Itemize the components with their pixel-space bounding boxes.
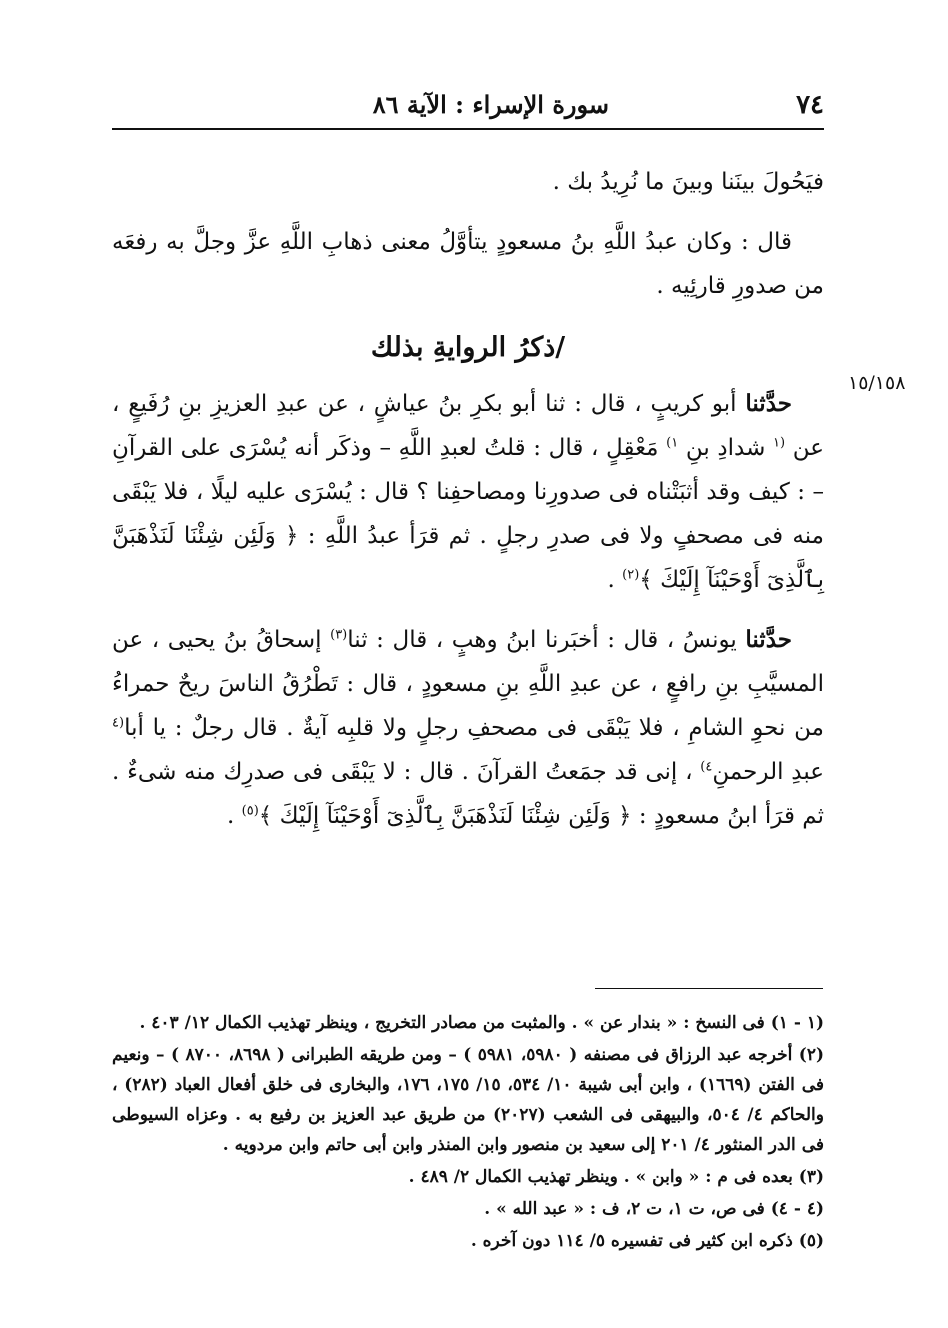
page-number: ٧٤	[796, 90, 824, 120]
header-rule	[112, 128, 824, 130]
footnote-2: (٢) أخرجه عبد الرزاق فى مصنفه ( ٥٩٨٠، ٥٩٨١ ) – ومن طريقه الطبرانى ( ٨٦٩٨، ٨٧٠٠ ) – ونعيم فى الفتن (١٦٦٩) ، وابن أبى شيبة ١٠/ ٥٣٤، ١٥/ ١٧٥، ١٧٦، والبخارى فى خلق أفعال العباد (٢٨٢) ، والحاكم ٤/ ٥٠٤، والبيهقى فى الشعب (٢٠٢٧) من طريق عبد العزيز بن رفيع به . وعزاه السيوطى فى الدر المنثور ٤/ ٢٠١ إلى سعيد بن منصور وابن المنذر وابن أبى حاتم وابن مردويه .	[112, 1045, 824, 1155]
running-title: سورة الإسراء : الآية ٨٦	[372, 90, 609, 119]
text-run: شدادِ بنِ	[678, 435, 774, 461]
paragraph-4	[112, 618, 824, 838]
hadith-lead: حدَّثنا	[745, 390, 792, 417]
page-header	[112, 84, 824, 124]
footnote-marker: (٤	[112, 715, 125, 731]
text-run: .	[607, 567, 623, 593]
text-run: يونسُ ، قال : أخبَرنا ابنُ وهبٍ ، قال : ثنا	[347, 627, 746, 653]
footnote-1: (١ - ١) فى النسخ : « بندار عن » . والمثبت من مصادر التخريج ، وينظر تهذيب الكمال ١٢/ ٤٠٣ .	[139, 1013, 824, 1033]
paragraph-2: قال : وكان عبدُ اللَّهِ بنُ مسعودٍ يتأوَّلُ معنى ذهابِ اللَّهِ عزَّ وجلَّ به رفعَه من صدورِ قارئِيه .	[112, 229, 824, 299]
quran-verse: ﴿ وَلَئِن شِئْنَا لَنَذْهَبَنَّ بِٱلَّذِىٓ أَوْحَيْنَآ إِلَيْكَ ﴾	[258, 803, 632, 829]
text-run: .	[227, 803, 242, 829]
text-run: مَعْقِلٍ ، قال : قلتُ لعبدِ اللَّهِ – وذكَر أنه يُسْرَى على القرآنِ – : كيف وقد أثبَتْناه فى صدورِنا ومصاحفِنا ؟ قال : يُسْرَى عليه ليلًا ، فلا يَبْقَى منه فى مصحفٍ ولا فى صدرِ رجلٍ . ثم قرَأ عبدُ اللَّهِ :	[112, 435, 824, 549]
footnote-marker: (٣)	[330, 627, 348, 643]
paragraph-3	[112, 382, 824, 602]
footnote-rule	[595, 988, 823, 989]
main-text	[112, 160, 824, 854]
footnote-marker: ٤)	[700, 759, 713, 775]
footnote-5: (٥) ذكره ابن كثير فى تفسيره ٥/ ١١٤ دون آخره .	[470, 1231, 824, 1251]
footnote-4: (٤ - ٤) فى ص، ت ١، ت ٢، ف : « عبد الله » .	[484, 1199, 824, 1219]
footnote-marker: (٥)	[241, 803, 259, 819]
footnote-marker: ١)	[666, 435, 679, 451]
footnote-marker: (١	[773, 435, 786, 451]
footnotes	[112, 1008, 824, 1258]
footnote-marker: (٢)	[622, 567, 640, 583]
paragraph-1: فيَحُولَ بينَنا وبينَ ما نُرِيدُ بك .	[552, 169, 824, 195]
text-run: أبو كريبٍ ، قال : ثنا أبو بكرِ بنُ عياشٍ ، عن عبدِ العزيزِ بنِ رُفَيعٍ ، عن	[112, 391, 824, 461]
text-run: عبدِ الرحمنِ	[712, 759, 824, 785]
text-run: ، إنى قد جمَعتُ القرآنَ . قال : لا يَبْقَى فى صدرِك منه شىءٌ . ثم قرَأ ابنُ مسعودٍ :	[112, 759, 824, 829]
margin-reference: ١٥/١٥٨	[848, 372, 906, 394]
quran-verse: ﴿ وَلَئِن شِئْنَا لَنَذْهَبَنَّ بِٱلَّذِىٓ أَوْحَيْنَآ إِلَيْكَ ﴾	[112, 523, 824, 593]
section-title: /ذكرُ الروايةِ بذلك	[370, 332, 566, 363]
text-run: إسحاقُ بنُ يحيى ، عن المسيَّبِ بنِ رافعٍ ، عن عبدِ اللَّهِ بنِ مسعودٍ ، قال : تَطْرُقُ الناسَ ريحٌ حمراءُ من نحوِ الشامِ ، فلا يَبْقَى فى مصحفِ رجلٍ ولا قلبِه آيةٌ . قال رجلٌ : يا أبا	[112, 627, 824, 741]
footnote-3: (٣) بعده فى م : « وابن » . وينظر تهذيب الكمال ٢/ ٤٨٩ .	[408, 1167, 824, 1187]
hadith-lead: حدَّثنا	[745, 626, 792, 653]
